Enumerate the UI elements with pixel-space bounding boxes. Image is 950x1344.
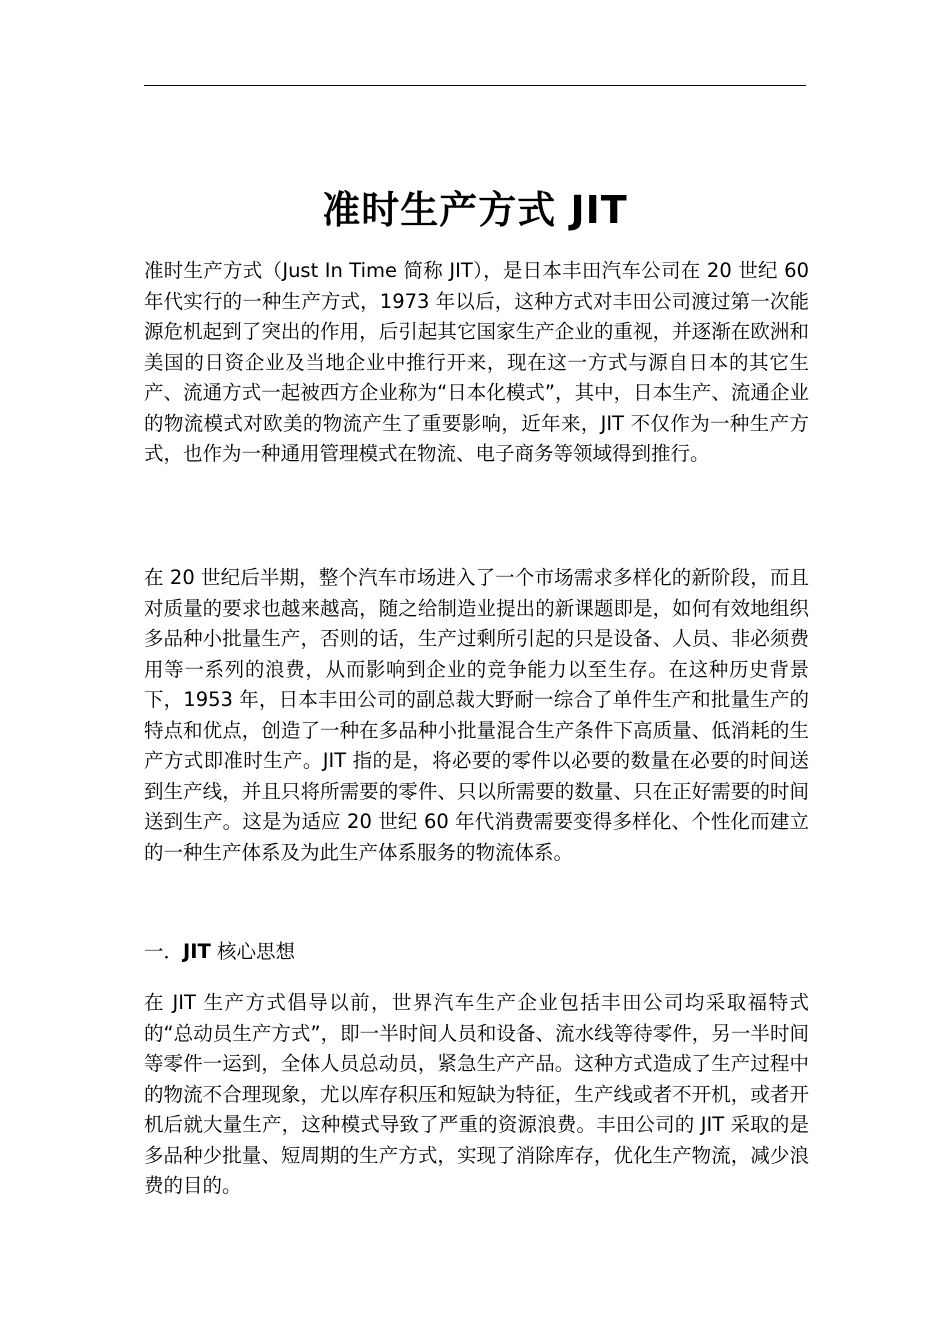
- intro-paragraph: 准时生产方式（Just In Time 简称 JIT），是日本丰田汽车公司在 20 世纪 60 年代实行的一种生产方式，1973 年以后，这种方式对丰田公司渡过第一次能源危机起到了突出的作用，后引起其它国家生产企业的重视，并逐渐在欧洲和美国的日资企业及当地企业中推行开来，现在这一方式与源自日本的其它生产、流通方式一起被西方企业称为“日本化模式”，其中，日本生产、流通企业的物流模式对欧美的物流产生了重要影响，近年来，JIT 不仅作为一种生产方式，也作为一种通用管理模式在物流、电子商务等领域得到推行。: [144, 259, 809, 465]
- history-paragraph: 在 20 世纪后半期，整个汽车市场进入了一个市场需求多样化的新阶段，而且对质量的要求也越来越高，随之给制造业提出的新课题即是，如何有效地组织多品种小批量生产，否则的话，生产过剩所引起的只是设备、人员、非必须费用等一系列的浪费，从而影响到企业的竞争能力以至生存。在这种历史背景下，1953 年，日本丰田公司的副总裁大野耐一综合了单件生产和批量生产的特点和优点，创造了一种在多品种小批量混合生产条件下高质量、低消耗的生产方式即准时生产。JIT 指的是，将必要的零件以必要的数量在必要的时间送到生产线，并且只将所需要的零件、只以所需要的数量、只在正好需要的时间送到生产。这是为适应 20 世纪 60 年代消费需要变得多样化、个性化而建立的一种生产体系及为此生产体系服务的物流体系。: [144, 566, 809, 864]
- section-heading-core-idea: [144, 937, 295, 967]
- header-rule: [144, 85, 806, 86]
- section-bold-term: JIT: [183, 940, 211, 963]
- section-number: 一．: [144, 940, 184, 963]
- document-title: 准时生产方式 JIT: [322, 188, 628, 232]
- section-title-text: 核心思想: [210, 940, 296, 963]
- core-idea-paragraph: 在 JIT 生产方式倡导以前，世界汽车生产企业包括丰田公司均采取福特式的“总动员生产方式”，即一半时间人员和设备、流水线等待零件，另一半时间等零件一运到，全体人员总动员，紧急生产产品。这种方式造成了生产过程中的物流不合理现象，尤以库存积压和短缺为特征，生产线或者不开机，或者开机后就大量生产，这种模式导致了严重的资源浪费。丰田公司的 JIT 采取的是多品种少批量、短周期的生产方式，实现了消除库存，优化生产物流，减少浪费的目的。: [144, 991, 809, 1197]
